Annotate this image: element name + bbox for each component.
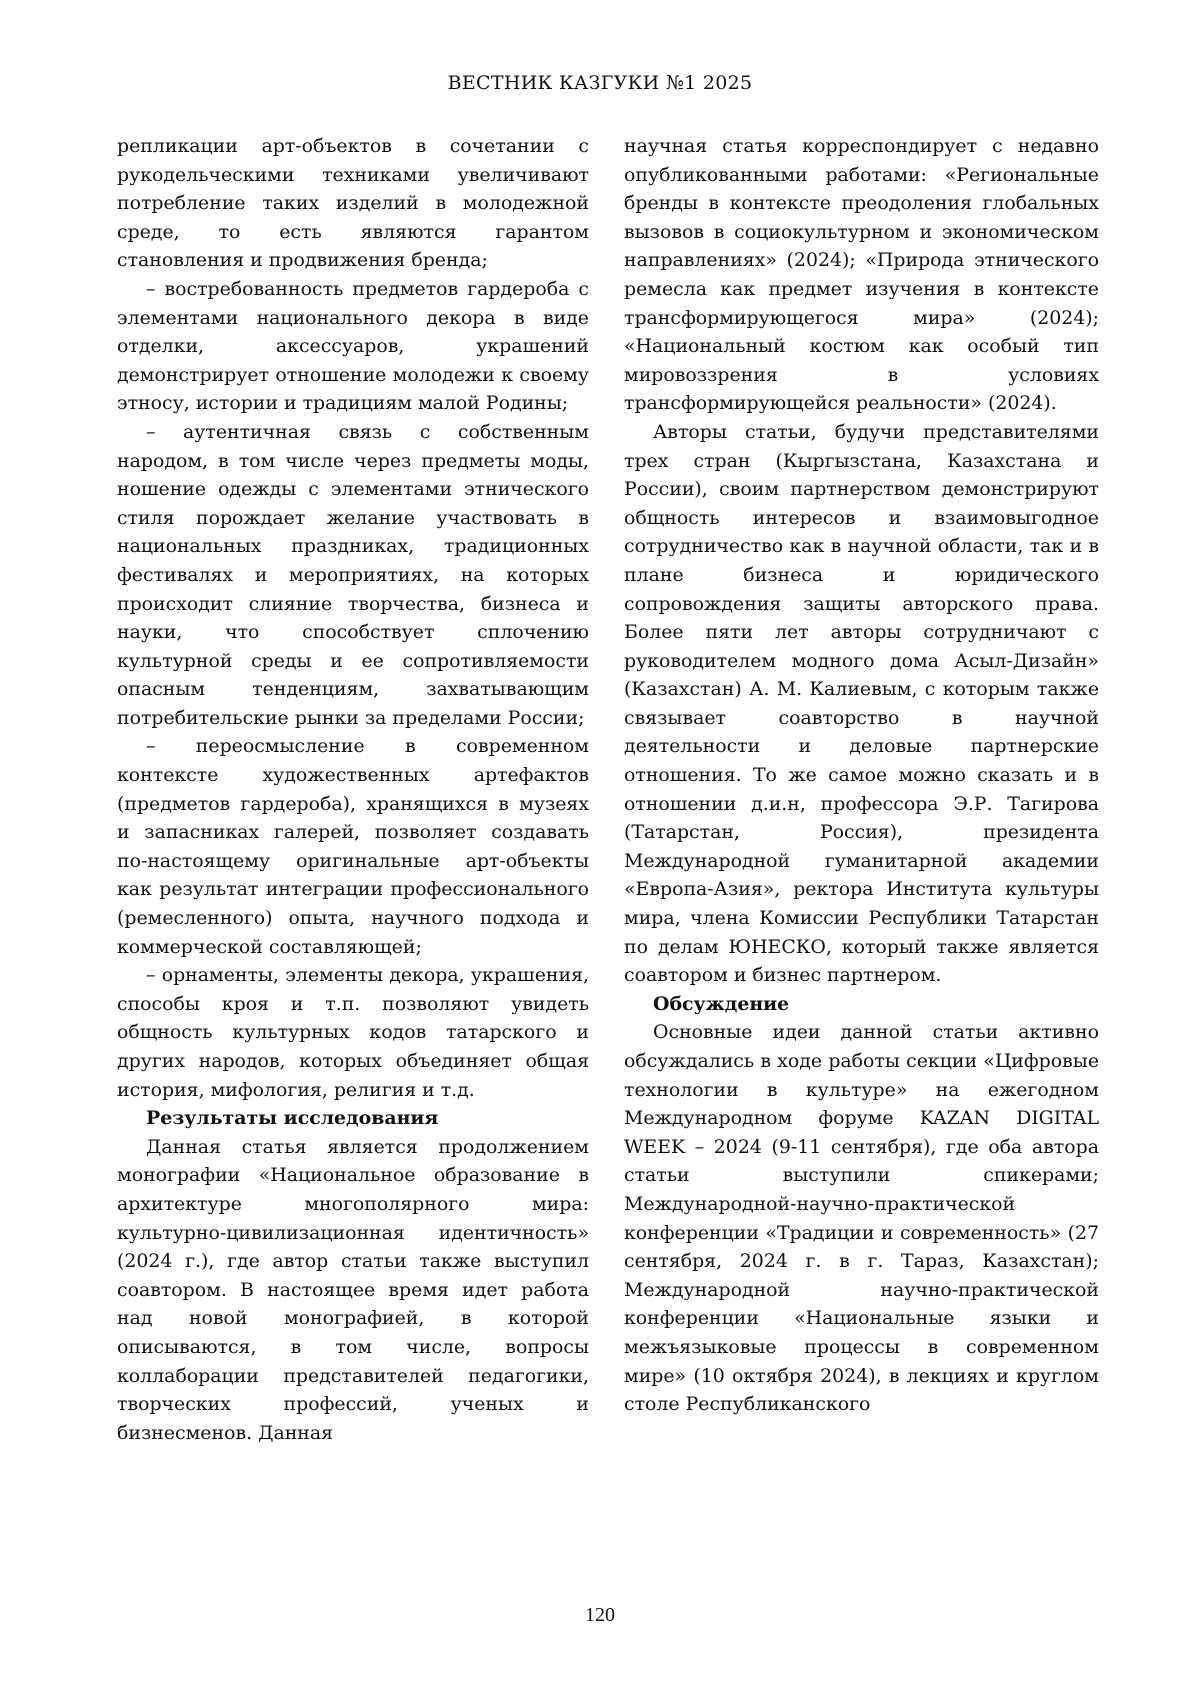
list-item: – востребованность предметов гардероба с элементами национального декора в виде отделки, аксессуаров, украшений демонстрирует отношение молодежи к своему этносу, истории и традициям малой Родины; [117, 277, 589, 415]
section-heading-discussion: Обсуждение [653, 992, 790, 1015]
paragraph: Данная статья является продолжением монографии «Национальное образование в архитектуре многополярного мира: культурно-цивилизационная идентичность» (2024 г.), где автор статьи также выступил соавтором. В настоящее время идет работа над новой монографией, в которой описываются, в том числе, вопросы коллаборации представителей педагогики, творческих профессий, ученых и бизнесменов. Данная [117, 1135, 589, 1444]
list-item: – орнаменты, элементы декора, украшения, способы кроя и т.п. позволяют увидеть общность культурных кодов татарского и других народов, которых объединяет общая история, мифология, религия и т.д. [117, 964, 589, 1101]
list-item: – аутентичная связь с собственным народом, в том числе через предметы моды, ношение одежды с элементами этнического стиля порождает желание участвовать в национальных праздниках, традиционных фестивалях и мероприятиях, на которых происходит слияние творчества, бизнеса и науки, что способствует сплочению культурной среды и ее сопротивляемости опасным тенденциям, захватывающим потребительские рынки за пределами России; [117, 420, 589, 729]
paragraph: Основные идеи данной статьи активно обсуждались в ходе работы секции «Цифровые технологии в культуре» на ежегодном Международном форуме KAZAN DIGITAL WEEK – 2024 (9-11 сентября), где оба автора статьи выступили спикерами; Международной-научно-практической конференции «Традиции и современность» (27 сентября, 2024 г. в г. Тараз, Казахстан); Международной научно-практической конференции «Национальные языки и межъязыковые процессы в современном мире» (10 октября 2024), в лекциях и круглом столе Республиканского [624, 1021, 1099, 1416]
paragraph: Авторы статьи, будучи представителями трех стран (Кыргызстана, Казахстана и России), своим партнерством демонстрируют общность интересов и взаимовыгодное сотрудничество как в научной области, так и в плане бизнеса и юридического сопровождения защиты авторского права. Более пяти лет авторы сотрудничают с руководителем модного дома Асыл-Дизайн» (Казахстан) А. М. Калиевым, с которым также связывает соавторство в научной деятельности и деловые партнерские отношения. То же самое можно сказать и в отношении д.и.н, профессора Э.Р. Тагирова (Татарстан, Россия), президента Международной гуманитарной академии «Европа-Азия», ректора Института культуры мира, члена Комиссии Республики Татарстан по делам ЮНЕСКО, который также является соавтором и бизнес партнером. [624, 420, 1099, 987]
section-heading-results: Результаты исследования [146, 1107, 439, 1130]
paragraph: научная статья корреспондирует с недавно опубликованными работами: «Региональные бренды в контексте преодоления глобальных вызовов в социокультурном и экономическом направлениях» (2024); «Природа этнического ремесла как предмет изучения в контексте трансформирующегося мира» (2024); «Национальный костюм как особый тип мировоззрения в условиях трансформирующейся реальности» (2024). [624, 135, 1099, 415]
journal-header: ВЕСТНИК КАЗГУКИ №1 2025 [447, 72, 753, 94]
page-number: 120 [585, 1604, 615, 1626]
list-item: – переосмысление в современном контексте художественных артефактов (предметов гардероба), хранящихся в музеях и запасниках галерей, позволяет создавать по-настоящему оригинальные арт-объекты как результат интеграции профессионального (ремесленного) опыта, научного подхода и коммерческой составляющей; [117, 735, 589, 958]
right-column [624, 132, 1099, 1419]
left-column [117, 132, 589, 1447]
paragraph: репликации арт-объектов в сочетании с рукодельческими техниками увеличивают потребление таких изделий в молодежной среде, то есть являются гарантом становления и продвижения бренда; [117, 135, 589, 272]
